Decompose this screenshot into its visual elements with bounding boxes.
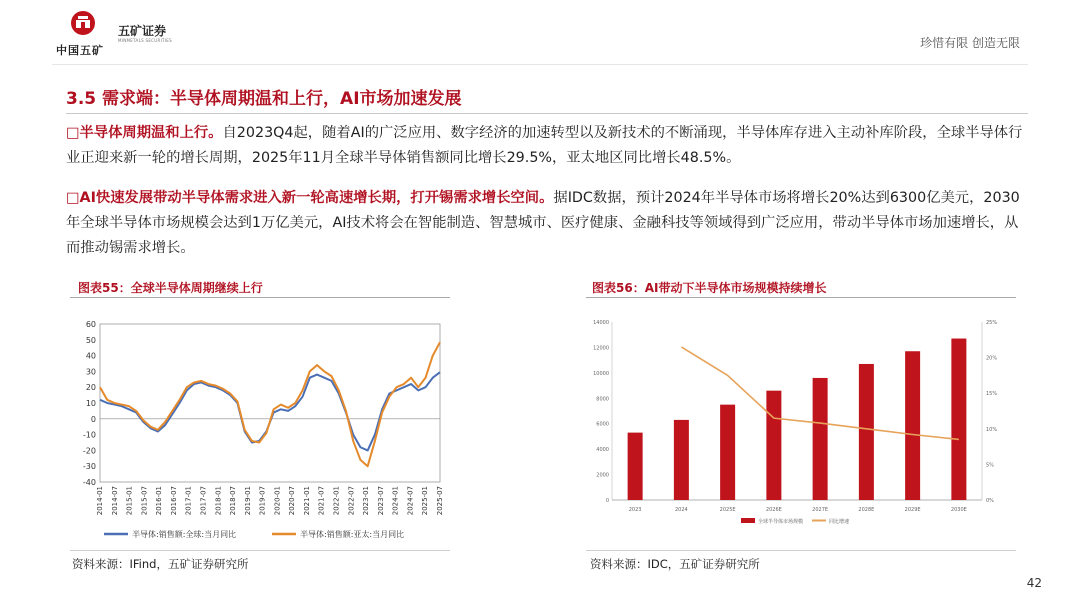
legend-label: 半导体:销售额:全球:当月同比	[132, 530, 237, 539]
y-tick-label-right: 10%	[986, 426, 998, 433]
y-tick-label-right: 20%	[986, 355, 998, 362]
y-tick-label-right: 0%	[986, 498, 994, 504]
x-tick-label: 2017-01	[184, 486, 193, 516]
y-tick-label-right: 15%	[986, 391, 998, 398]
x-tick-label: 2028E	[858, 507, 875, 513]
y-tick-label: 60	[85, 320, 96, 329]
x-tick-label: 2025-07	[436, 486, 444, 516]
y-tick-label: 30	[85, 367, 96, 377]
emblem-icon	[70, 10, 96, 36]
source-divider	[70, 550, 450, 551]
x-tick-label: 2017-07	[199, 486, 208, 516]
x-tick-label: 2022-07	[347, 486, 356, 516]
section-title: 3.5 需求端：半导体周期温和上行，AI市场加速发展	[66, 89, 462, 109]
paragraph-text: 据IDC数据，预计2024年半导体市场将增长20%达到6300亿美元，2030年全球半导体市场规模会达到1万亿美元，AI技术将会在智能制造、智慧城市、医疗健康、金融科技等领域得到广泛应用，带动半导体市场加速增长，从而推动锡需求增长。	[66, 190, 1020, 256]
x-tick-label: 2027E	[812, 507, 829, 513]
y-tick-label: 50	[85, 335, 96, 345]
y-tick-label: 10	[85, 399, 96, 408]
y-tick-label: 0	[90, 414, 96, 424]
bar	[813, 378, 828, 500]
brand-name: 五矿证券	[118, 24, 167, 38]
bar	[720, 405, 735, 500]
paragraph-2	[66, 186, 1024, 261]
x-tick-label: 2015-07	[140, 486, 149, 516]
x-tick-label: 2025E	[719, 507, 736, 513]
x-tick-label: 2029E	[904, 507, 921, 513]
paragraph-text: 自2023Q4起，随着AI的广泛应用、数字经济的加速转型以及新技术的不断涌现，半导体库存进入主动补库阶段，全球半导体行业正迎来新一轮的增长周期，2025年11月全球半导体销售额同比增长29.5%，亚太地区同比增长48.5%。	[66, 125, 1023, 166]
figure-56-title: 图表56：AI带动下半导体市场规模持续增长	[592, 281, 827, 295]
legend-label: 同比增速	[829, 519, 850, 525]
source-divider	[586, 550, 1016, 551]
x-tick-label: 2030E	[950, 507, 967, 513]
x-tick-label: 2023	[628, 507, 642, 513]
x-tick-label: 2020-01	[273, 486, 282, 516]
bar	[766, 391, 781, 500]
y-tick-label-left: 2000	[596, 472, 609, 479]
plot-frame	[100, 324, 440, 482]
figure-55-source: 资料来源：IFind，五矿证券研究所	[72, 557, 249, 571]
bar	[859, 364, 874, 500]
x-tick-label: 2016-01	[155, 486, 164, 516]
series-line	[100, 342, 440, 466]
x-tick-label: 2021-07	[317, 486, 326, 516]
x-tick-label: 2024-07	[406, 486, 415, 516]
bar	[905, 351, 920, 500]
y-tick-label: -10	[82, 430, 96, 440]
semiconductor-market-bar-chart	[586, 312, 1016, 547]
y-tick-label-left: 6000	[596, 421, 609, 428]
x-tick-label: 2014-01	[96, 486, 104, 516]
y-tick-label-right: 25%	[986, 320, 998, 326]
bar	[628, 433, 643, 500]
y-tick-label-left: 10000	[593, 370, 609, 377]
x-tick-label: 2024	[675, 507, 688, 513]
page-number: 42	[1026, 576, 1042, 590]
paragraph-lead: 半导体周期温和上行。	[79, 125, 223, 141]
legend-swatch	[741, 518, 755, 523]
y-tick-label-right: 5%	[986, 462, 994, 469]
x-tick-label: 2020-07	[288, 486, 297, 516]
x-tick-label: 2018-07	[229, 486, 238, 516]
bar	[951, 339, 966, 500]
company-logo	[52, 10, 182, 60]
series-line	[100, 372, 440, 450]
x-tick-label: 2018-01	[214, 486, 223, 516]
x-tick-label: 2019-01	[243, 486, 252, 516]
x-tick-label: 2019-07	[258, 486, 267, 516]
x-tick-label: 2024-01	[391, 486, 400, 516]
header-divider	[52, 64, 1028, 65]
brand-subtitle: MINMETALS SECURITIES	[118, 38, 172, 43]
x-tick-label: 2023-01	[362, 486, 371, 516]
y-tick-label: -30	[82, 462, 96, 472]
figure-56-divider	[586, 297, 1016, 298]
figure-55-title: 图表55：全球半导体周期继续上行	[78, 281, 263, 295]
x-tick-label: 2014-07	[110, 486, 119, 516]
x-tick-label: 2022-01	[332, 486, 341, 516]
y-tick-label-left: 8000	[596, 396, 609, 403]
x-tick-label: 2021-01	[302, 486, 311, 516]
figure-55-divider	[70, 297, 450, 298]
bullet-icon: □	[66, 125, 80, 141]
semiconductor-cycle-line-chart	[70, 312, 450, 547]
paragraph-1	[66, 121, 1024, 171]
y-tick-label: -40	[82, 478, 96, 487]
x-tick-label: 2026E	[765, 507, 782, 513]
legend-label: 半导体:销售额:亚太:当月同比	[300, 530, 405, 539]
y-tick-label: 20	[85, 383, 96, 393]
x-tick-label: 2023-07	[376, 486, 385, 516]
x-tick-label: 2025-01	[421, 486, 430, 516]
bullet-icon: □	[66, 190, 80, 206]
slogan: 珍惜有限 创造无限	[920, 36, 1020, 50]
figure-56-source: 资料来源：IDC，五矿证券研究所	[590, 557, 760, 571]
legend-label: 全球半导体市场规模	[758, 519, 804, 525]
logo-name: 中国五矿	[56, 44, 104, 57]
y-tick-label-left: 4000	[596, 447, 609, 454]
y-tick-label: 40	[85, 351, 96, 361]
paragraph-lead: AI快速发展带动半导体需求进入新一轮高速增长期，打开锡需求增长空间。	[79, 190, 554, 206]
y-tick-label-left: 0	[605, 498, 609, 504]
x-tick-label: 2016-07	[169, 486, 178, 516]
x-tick-label: 2015-01	[125, 486, 134, 516]
y-tick-label-left: 12000	[593, 345, 609, 352]
title-divider	[66, 113, 1028, 114]
y-tick-label: -20	[82, 446, 96, 456]
bar	[674, 420, 689, 500]
y-tick-label-left: 14000	[593, 320, 609, 326]
